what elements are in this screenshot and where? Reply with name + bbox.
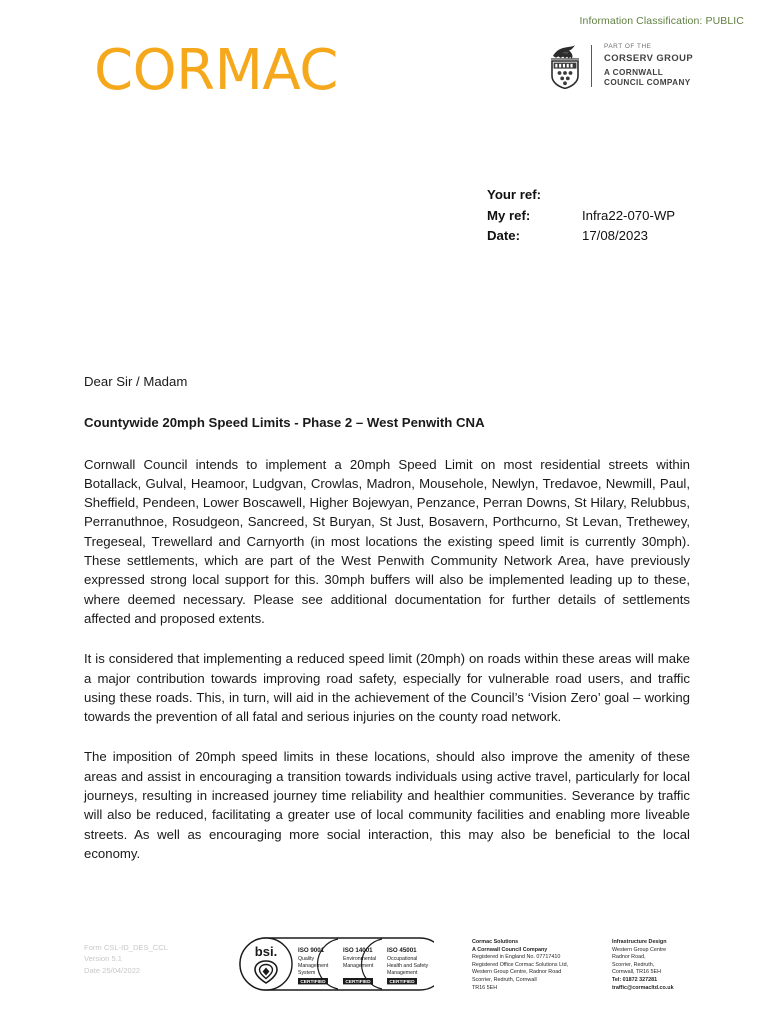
my-ref-value: Infra22-070-WP <box>582 207 676 223</box>
company-name: Cormac Solutions <box>472 939 519 945</box>
form-metadata <box>84 942 168 976</box>
paragraph-3: The imposition of 20mph speed limits in these locations, should also improve the amenity of these areas and assist in encouraging a transition towards individuals using active travel, particularly for local journeys, resulting in increased journey time reliability and healthier communities. Severance by traffic will also be reduced, facilitating a greater use of local community facilities and enabling more liveable streets. As well as encouraging more social interaction, this may also be beneficial to the local economy. <box>84 749 690 861</box>
department-contact-details <box>612 939 674 992</box>
page-footer <box>0 930 770 1000</box>
registered-office-line-3: Scorrier, Redruth, Cornwall <box>472 976 537 983</box>
corserv-group-text <box>601 43 693 89</box>
svg-text:Health and Safety: Health and Safety <box>387 963 429 969</box>
corserv-group-branding <box>548 43 693 89</box>
corserv-part-of-the: PART OF THE <box>604 43 652 51</box>
corserv-a-cornwall: A CORNWALL <box>604 67 664 77</box>
contact-telephone[interactable]: Tel: 01872 327281 <box>612 976 658 983</box>
svg-text:CERTIFIED: CERTIFIED <box>300 980 326 985</box>
corserv-group-name: CORSERV GROUP <box>604 51 694 63</box>
registered-office-line-2: Western Group Centre, Radnor Road <box>472 969 562 976</box>
form-date: Date 25/04/2022 <box>84 965 141 975</box>
your-ref-row <box>487 185 675 206</box>
date-value: 17/08/2023 <box>582 228 649 243</box>
my-ref-row <box>487 206 675 227</box>
company-registration-details <box>472 939 568 992</box>
form-version: Version 5.1 <box>84 954 122 964</box>
information-classification-label: Information Classification: PUBLIC <box>579 15 744 27</box>
svg-text:Management: Management <box>387 970 418 976</box>
bsi-certification-logo <box>238 936 434 992</box>
contact-address-line-2: Radnor Road, <box>612 954 646 961</box>
contact-address-postcode: Cornwall, TR16 5EH <box>612 969 662 976</box>
date-label: Date: <box>487 228 520 243</box>
svg-text:CERTIFIED: CERTIFIED <box>345 980 371 985</box>
svg-text:Management: Management <box>298 963 329 969</box>
salutation: Dear Sir / Madam <box>84 374 188 389</box>
branding-divider <box>591 45 592 87</box>
cormac-logo: CORMAC <box>94 38 338 103</box>
company-registration-number: Registered in England No. 07717410 <box>472 954 561 961</box>
paragraph-2: It is considered that implementing a reduced speed limit (20mph) on roads within these areas will make a major contribution towards improving road safety, especially for vulnerable road users, and traffic using these roads. This, in turn, will aid in the achievement of the Council’s ‘Vision Zero’ goal – working towards the prevention of all fatal and serious injuries on the county road network. <box>84 651 690 725</box>
svg-text:Management: Management <box>343 963 374 969</box>
corserv-council-company: COUNCIL COMPANY <box>604 78 691 88</box>
registered-office-postcode: TR16 5EH <box>472 984 498 991</box>
my-ref-label: My ref: <box>487 207 531 223</box>
paragraph-1: Cornwall Council intends to implement a 20mph Speed Limit on most residential streets within Botallack, Gulval, Heamoor, Ludgvan, Crowlas, Madron, Mousehole, Newlyn, Tredavoe, Newmill, Paul, Sheffield, Pendeen, Lower Boscawell, Higher Bojewyan, Penzance, Perran Downs, St Hilary, Relubbus, Perranuthnoe, Rosudgeon, Sancreed, St Buryan, St Just, Bosavern, Porthcurno, St Levan, Trethewey, Tregeseal, Trewellard and Carnyorth (in most locations the existing speed limit is currently 30mph). These settlements, which are part of the West Penwith Community Network Area, have previously expressed strong local support for this. 30mph buffers will also be implemented leading up to these, where deemed necessary. Please see additional documentation for further details of settlements affected and proposed extents. <box>84 456 690 626</box>
reference-block <box>487 185 675 247</box>
svg-text:Occupational: Occupational <box>387 956 418 962</box>
form-code: Form CSL-ID_DES_CCL <box>84 943 168 952</box>
letterhead <box>0 38 770 110</box>
svg-text:ISO 45001: ISO 45001 <box>387 947 417 954</box>
svg-text:System: System <box>298 970 316 976</box>
svg-text:CERTIFIED: CERTIFIED <box>389 980 415 985</box>
your-ref-label: Your ref: <box>487 187 541 202</box>
svg-text:Quality: Quality <box>298 956 315 962</box>
registered-office-line-1: Registered Office Cormac Solutions Ltd, <box>472 961 569 968</box>
contact-address-line-3: Scorrier, Redruth, <box>612 961 655 968</box>
date-row <box>487 226 675 247</box>
cornwall-council-crest-icon <box>548 43 582 89</box>
company-ownership: A Cornwall Council Company <box>472 946 548 953</box>
contact-address-line-1: Western Group Centre <box>612 946 667 953</box>
subject-line: Countywide 20mph Speed Limits - Phase 2 – West Penwith CNA <box>84 415 485 431</box>
svg-text:ISO 14001: ISO 14001 <box>343 947 373 954</box>
letter-body <box>84 372 690 863</box>
svg-text:ISO 9001: ISO 9001 <box>298 947 325 954</box>
department-name: Infrastructure Design <box>612 939 667 945</box>
svg-text:Environmental: Environmental <box>343 956 377 962</box>
contact-email[interactable]: traffic@cormacltd.co.uk <box>612 984 674 991</box>
svg-text:bsi.: bsi. <box>254 944 278 959</box>
